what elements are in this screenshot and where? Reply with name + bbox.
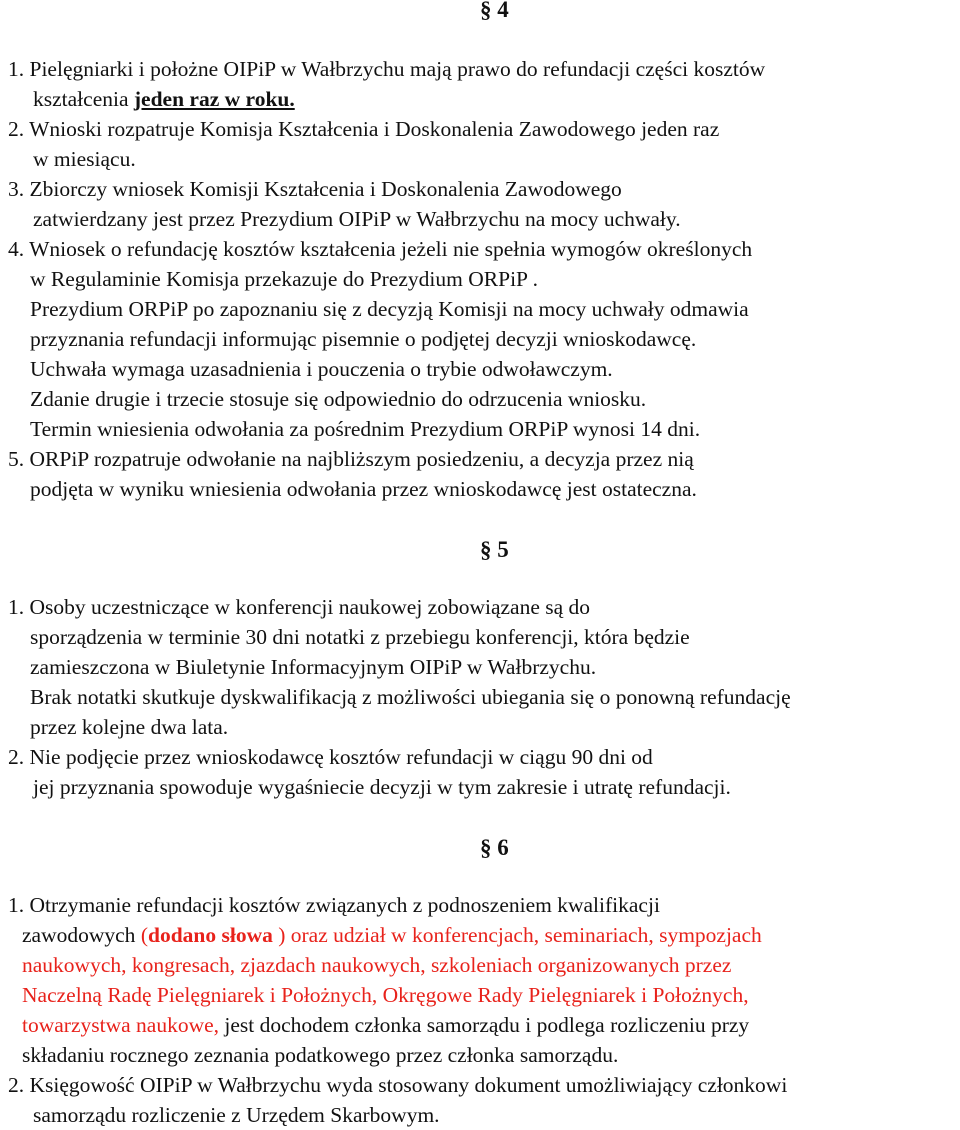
section-5-heading: § 5	[480, 537, 509, 562]
s4-item-5-line-2: podjęta w wyniku wniesienia odwołania przez wnioskodawcę jest ostateczna.	[30, 477, 697, 501]
s5-item-1-line-1: 1. Osoby uczestniczące w konferencji naukowej zobowiązane są do	[8, 595, 591, 619]
s4-item-4-line-1: 4. Wniosek o refundację kosztów kształcenia jeżeli nie spełnia wymogów określonych	[8, 237, 753, 261]
s6-item-1-line-1: 1. Otrzymanie refundacji kosztów związanych z podnoszeniem kwalifikacji	[8, 893, 660, 917]
s5-item-2-line-2: jej przyznania spowoduje wygaśniecie decyzji w tym zakresie i utratę refundacji.	[33, 775, 731, 799]
section-4-heading: § 4	[480, 0, 509, 22]
added-words-note: dodano słowa	[147, 923, 273, 947]
s6-item-1-line-4: Naczelną Radę Pielęgniarek i Położnych, Okręgowe Rady Pielęgniarek i Położnych,	[22, 983, 749, 1007]
s4-item-2-line-1: 2. Wnioski rozpatruje Komisja Kształcenia i Doskonalenia Zawodowego jeden raz	[8, 117, 720, 141]
s4-item-3-line-2: zatwierdzany jest przez Prezydium OIPiP w Wałbrzychu na mocy uchwały.	[33, 207, 681, 231]
s4-item-4-line-4: przyznania refundacji informując pisemnie o podjętej decyzji wnioskodawcę.	[30, 327, 697, 351]
emphasis-once-a-year: jeden raz w roku.	[133, 87, 295, 111]
s6-item-1-line-5: towarzystwa naukowe, jest dochodem członka samorządu i podlega rozliczeniu przy	[22, 1013, 750, 1037]
s4-item-4-line-6: Zdanie drugie i trzecie stosuje się odpowiednio do odrzucenia wniosku.	[30, 387, 647, 411]
s5-item-2-line-1: 2. Nie podjęcie przez wnioskodawcę kosztów refundacji w ciągu 90 dni od	[8, 745, 653, 769]
s5-item-1-line-4: Brak notatki skutkuje dyskwalifikacją z możliwości ubiegania się o ponowną refundację	[30, 685, 791, 709]
s4-item-5-line-1: 5. ORPiP rozpatruje odwołanie na najbliższym posiedzeniu, a decyzja przez nią	[8, 447, 694, 471]
s4-item-1-line-1: 1. Pielęgniarki i położne OIPiP w Wałbrzychu mają prawo do refundacji części kosztów	[8, 57, 766, 81]
s6-item-1-line-2: zawodowych (dodano słowa ) oraz udział w konferencjach, seminariach, sympozjach	[22, 923, 762, 947]
s5-item-1-line-2: sporządzenia w terminie 30 dni notatki z przebiegu konferencji, która będzie	[30, 625, 690, 649]
s4-item-4-line-5: Uchwała wymaga uzasadnienia i pouczenia o trybie odwoławczym.	[30, 357, 613, 381]
s6-item-2-line-2: samorządu rozliczenie z Urzędem Skarbowym.	[33, 1103, 440, 1127]
s5-item-1-line-5: przez kolejne dwa lata.	[30, 715, 229, 739]
s4-item-2-line-2: w miesiącu.	[33, 147, 136, 171]
s4-item-3-line-1: 3. Zbiorczy wniosek Komisji Kształcenia i Doskonalenia Zawodowego	[8, 177, 622, 201]
s4-item-1-line-2: kształcenia jeden raz w roku.	[33, 87, 295, 111]
s6-item-2-line-1: 2. Księgowość OIPiP w Wałbrzychu wyda stosowany dokument umożliwiający członkowi	[8, 1073, 788, 1097]
s5-item-1-line-3: zamieszczona w Biuletynie Informacyjnym OIPiP w Wałbrzychu.	[30, 655, 597, 679]
s4-item-4-line-2: w Regulaminie Komisja przekazuje do Prezydium ORPiP .	[30, 267, 538, 291]
s6-item-1-line-3: naukowych, kongresach, zjazdach naukowych, szkoleniach organizowanych przez	[22, 953, 732, 977]
s4-item-4-line-3: Prezydium ORPiP po zapoznaniu się z decyzją Komisji na mocy uchwały odmawia	[30, 297, 749, 321]
s4-item-4-line-7: Termin wniesienia odwołania za pośrednim Prezydium ORPiP wynosi 14 dni.	[30, 417, 701, 441]
section-6-heading: § 6	[480, 835, 509, 860]
s6-item-1-line-6: składaniu rocznego zeznania podatkowego przez członka samorządu.	[22, 1043, 619, 1067]
